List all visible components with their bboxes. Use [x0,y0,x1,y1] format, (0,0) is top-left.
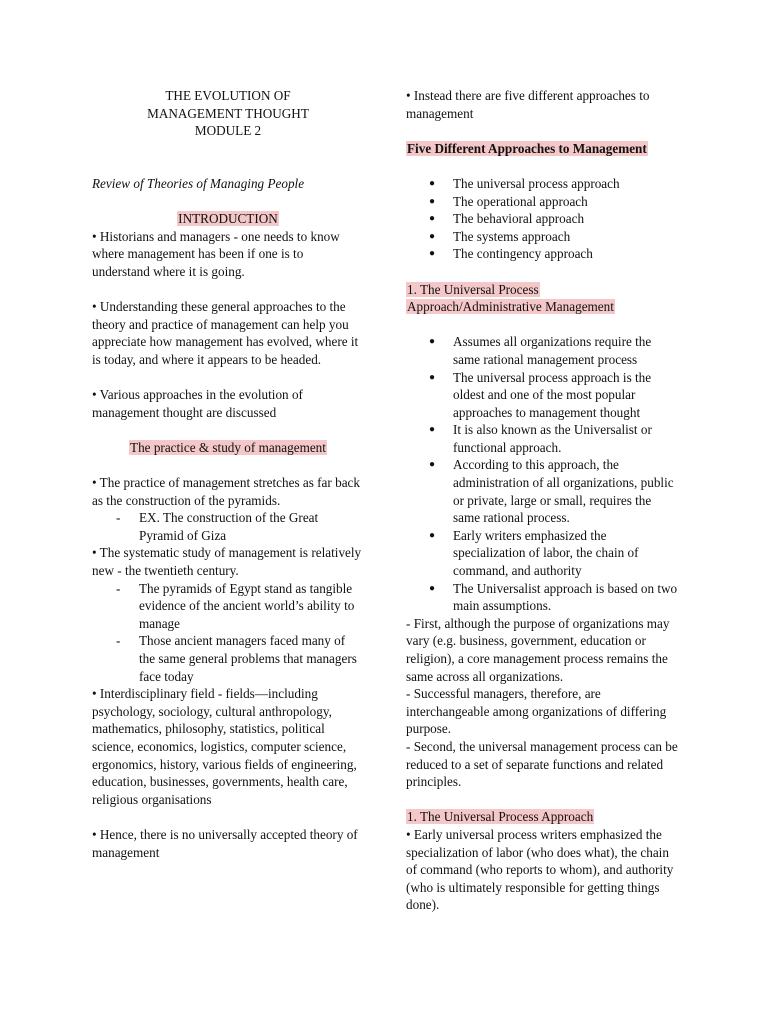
instead-paragraph: • Instead there are five different approaches to management [406,88,650,121]
title-line-3: MODULE 2 [194,123,262,139]
title-line-2: MANAGEMENT THOUGHT [147,105,309,121]
assumption-1: - First, although the purpose of organizations may vary (e.g. business, government, education or religion), a core management process remains the same across all organizations. [406,615,670,684]
practice-list-1 [92,509,364,544]
list-item: ● Assumes all organizations require the same rational management process [453,333,678,368]
intro-paragraph-3: • Various approaches in the evolution of management thought are discussed [92,387,303,420]
practice-paragraph-3: • Interdisciplinary field - fields—including psychology, sociology, cultural anthropology, mathematics, philosophy, statistics, political science, economics, logistics, computer science, ergonomics, history, various fields of engineering, education, businesses, governments, health care, religious organisations [92,686,357,807]
list-item: ● Early writers emphasized the specialization of labor, the chain of command, and authority [453,527,678,580]
upa-heading [406,281,678,316]
list-item: ● It is also known as the Universalist or functional approach. [453,421,678,456]
list-item: ● The universal process approach is the oldest and one of the most popular approaches to management thought [453,369,678,422]
list-item: ● The operational approach [453,193,678,211]
list-item: ● According to this approach, the administration of all organizations, public or private, large or small, requires the same rational process. [453,456,678,526]
list-item: ● The systems approach [453,228,678,246]
practice-list-2 [92,580,364,686]
intro-paragraph-1: • Historians and managers - one needs to know where management has been if one is to understand where it is going. [92,228,340,279]
list-item: - The pyramids of Egypt stand as tangible evidence of the ancient world’s ability to manage [139,580,364,633]
upa2-paragraph-1: • Early universal process writers emphasized the specialization of labor (who does what), the chain of command (who reports to whom), and authority (who is ultimately responsible for getting things done). [406,826,674,913]
list-item: - Those ancient managers faced many of the same general problems that managers face today [139,632,364,685]
approaches-list [406,175,678,263]
upa-heading-line-1: 1. The Universal Process [407,281,539,297]
list-item: ● The Universalist approach is based on two main assumptions. [453,580,678,615]
practice-paragraph-2: • The systematic study of management is relatively new - the twentieth century. [92,545,362,579]
list-item: - EX. The construction of the Great Pyramid of Giza [139,509,364,544]
practice-paragraph-1: • The practice of management stretches as far back as the construction of the pyramids. [92,475,360,508]
practice-paragraph-4: • Hence, there is no universally accepted theory of management [92,826,358,860]
document-title [92,87,364,140]
list-item: ● The contingency approach [453,245,678,263]
five-approaches-heading: Five Different Approaches to Management [407,140,647,156]
right-column [406,87,678,914]
left-column [92,87,364,861]
assumption-2: - Second, the universal management process can be reduced to a set of separate functions and related principles. [406,738,678,790]
upa2-heading: 1. The Universal Process Approach [407,809,594,825]
assumption-1b: - Successful managers, therefore, are interchangeable among organizations of differing purpose. [406,686,667,737]
title-line-1: THE EVOLUTION OF [165,88,291,103]
practice-heading: The practice & study of management [130,439,326,455]
upa-points-list [406,333,678,615]
subtitle: Review of Theories of Managing People [92,175,305,191]
intro-paragraph-2: • Understanding these general approaches to the theory and practice of management can help you appreciate how management has evolved, where it is today, and where it appears to be headed. [92,299,359,367]
list-item: ● The behavioral approach [453,210,678,228]
intro-heading: INTRODUCTION [178,211,278,227]
list-item: ● The universal process approach [453,175,678,193]
upa-heading-line-2: Approach/Administrative Management [407,299,614,315]
